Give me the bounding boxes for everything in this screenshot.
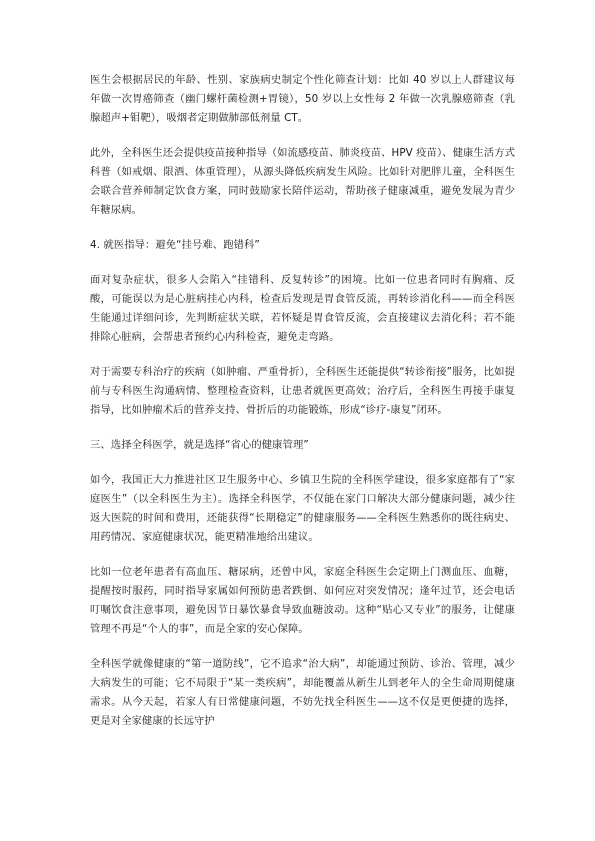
paragraph-gap xyxy=(90,347,515,363)
section-heading-medical-guidance: 4. 就医指导：避免“挂号难、跑错科” xyxy=(90,239,260,251)
paragraph-gap xyxy=(90,220,515,236)
section-heading-choose-general-practice: 三、选择全科医学，就是选择“省心的健康管理” xyxy=(90,439,309,451)
paragraph-referral-service: 对于需要专科治疗的疾病（如肿瘤、严重骨折），全科医生还能提供“转诊衔接”服务，比如提前与专科医生沟通病情、整理检查资料，让患者就医更高效；治疗后，全科医生再接手康复指导，比如肿瘤术后的营养支持、骨折后的功能锻炼，形成“诊疗-康复”闭环。 xyxy=(90,366,515,416)
paragraph-elderly-patient-example: 比如一位老年患者有高血压、糖尿病，还曾中风，家庭全科医生会定期上门测血压、血糖，提醒按时服药，同时指导家属如何预防患者跌倒、如何应对突发情况；逢年过节，还会电话叮嘱饮食注意事项，避免因节日暴饮暴食导致血糖波动。这种“贴心又专业”的服务，让健康管理不再是“个人的事”，而是全家的安心保障。 xyxy=(90,566,515,635)
paragraph-gap xyxy=(90,255,515,271)
paragraph-family-doctor: 如今，我国正大力推进社区卫生服务中心、乡镇卫生院的全科医学建设，很多家庭都有了“家庭医生”（以全科医生为主）。选择全科医学，不仅能在家门口解决大部分健康问题，减少往返大医院的时间和费用，还能获得“长期稳定”的健康服务——全科医生熟悉你的既往病史、用药情况、家庭健康状况，能更精准地给出建议。 xyxy=(90,474,515,543)
paragraph-gap xyxy=(90,420,515,436)
paragraph-complex-symptoms: 面对复杂症状，很多人会陷入“挂错科、反复转诊”的困境。比如一位患者同时有胸痛、反酸，可能误以为是心脏病挂心内科，检查后发现是胃食管反流，再转诊消化科——而全科医生能通过详细问诊，先判断症状关联，若怀疑是胃食管反流，会直接建议去消化科；若不能排除心脏病，会帮患者预约心内科检查，避免走弯路。 xyxy=(90,274,515,343)
paragraph-vaccination-guidance: 此外，全科医生还会提供疫苗接种指导（如流感疫苗、肺炎疫苗、HPV 疫苗）、健康生活方式科普（如戒烟、限酒、体重管理），从源头降低疾病发生风险。比如针对肥胖儿童，全科医生会联合营养师制定饮食方案，同时鼓励家长陪伴运动，帮助孩子健康减重，避免发展为青少年糖尿病。 xyxy=(90,147,515,216)
paragraph-gap xyxy=(90,639,515,655)
paragraph-gap xyxy=(90,547,515,563)
paragraph-gap xyxy=(90,455,515,471)
document-page xyxy=(90,71,515,731)
paragraph-screening-plan: 医生会根据居民的年龄、性别、家族病史制定个性化筛查计划：比如 40 岁以上人群建议每年做一次胃癌筛查（幽门螺杆菌检测+胃镜），50 岁以上女性每 2 年做一次乳腺癌筛查（乳腺超声+钼靶），吸烟者定期做肺部低剂量 CT。 xyxy=(90,74,515,124)
paragraph-gap xyxy=(90,128,515,144)
paragraph-first-line-of-defense: 全科医学就像健康的“第一道防线”，它不追求“治大病”，却能通过预防、诊治、管理，减少大病发生的可能；它不局限于“某一类疾病”，却能覆盖从新生儿到老年人的全生命周期健康需求。从今天起，若家人有日常健康问题，不妨先找全科医生——这不仅是更便捷的选择，更是对全家健康的长远守护 xyxy=(90,658,515,727)
